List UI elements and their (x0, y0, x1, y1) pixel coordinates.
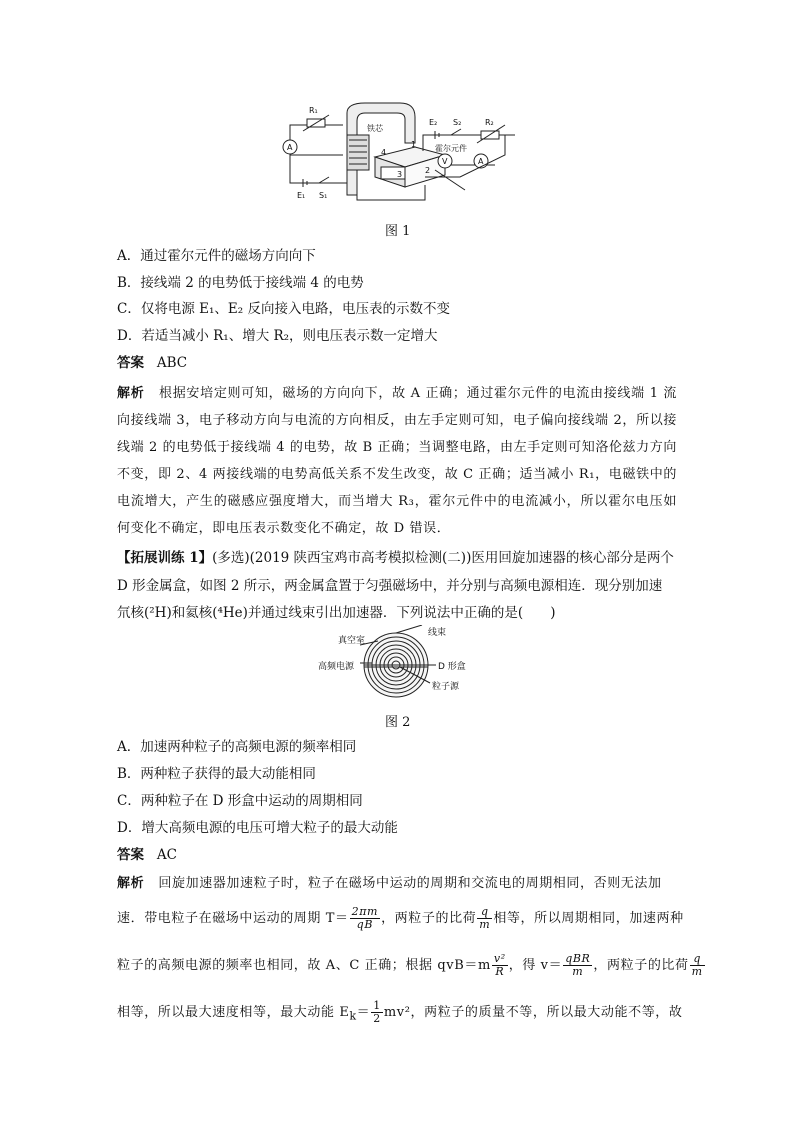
label-e1: E₁ (297, 191, 306, 200)
q2-analysis-3a: 粒子的高频电源的频率也相同，故 A、C 正确；根据 qvB＝m (117, 958, 491, 973)
q1-analysis-text: 根据安培定则可知，磁场的方向向下，故 A 正确；通过霍尔元件的电流由接线端 1 流向接线端 3，电子移动方向与电流的方向相反，由左手定则可知，电子偏向接线端 2，所以接线端 2 的电势低于接线端 4 的电势，故 B 正确；当调整电路，由左手定则可知洛伦兹力方向不变，即 2、4 两接线端的电势高低关系不发生改变，故 C 正确；适当减小 R₁，电磁铁中的电流增大，产生的磁感应强度增大，而当增大 R₃，霍尔元件中的电流减小，所以霍尔电压如何变化不确定，即电压表示数变化不确定，故 D 错误． (117, 386, 678, 536)
label-vacuum-chamber: 真空室 (338, 636, 366, 646)
q2-analysis-2b: ，两粒子的比荷 (381, 911, 477, 926)
formula-centripetal (492, 953, 508, 978)
ratio2-m: m (691, 965, 703, 978)
formula-charge-ratio-1 (477, 906, 492, 931)
figure-2-caption: 图 2 (385, 715, 411, 730)
q2-stem-line-2: D 形金属盒，如图 2 所示，两金属盒置于匀强磁场中，并分别与高频电源相连．现分别加速 (117, 578, 663, 594)
label-terminal-4: 4 (381, 148, 387, 157)
formula-period (350, 906, 380, 931)
label-ammeter-left: A (287, 143, 293, 152)
q2-analysis-line-2 (117, 906, 684, 931)
q2-answer-value: AC (156, 847, 177, 863)
q2-analysis-3c: ，两粒子的比荷 (593, 958, 689, 973)
label-terminal-3: 3 (397, 170, 403, 179)
q2-analysis-3b: ，得 v＝ (508, 958, 563, 973)
q2-analysis-line-3 (117, 953, 706, 978)
figure-1-caption: 图 1 (385, 224, 411, 239)
half-den: 2 (373, 1012, 381, 1025)
figure-1-hall-circuit (275, 95, 515, 215)
label-iron-core: 铁芯 (367, 124, 383, 133)
q1-option-c: C．仅将电源 E₁、E₂ 反向接入电路，电压表的示数不变 (117, 301, 450, 317)
label-particle-source: 粒子源 (432, 682, 460, 692)
period-numerator: 2πm (351, 905, 379, 918)
q1-analysis-label: 解析 (117, 386, 145, 401)
centripetal-den: R (495, 965, 505, 978)
velocity-num: qBR (565, 952, 591, 965)
half-num: 1 (373, 999, 381, 1012)
formula-charge-ratio-2 (690, 953, 705, 978)
q2-analysis-2a: 速．带电粒子在磁场中运动的周期 T＝ (117, 911, 349, 926)
q1-answer-label: 答案 (117, 355, 144, 371)
q2-analysis-line-4 (117, 1000, 683, 1027)
q2-option-c: C．两种粒子在 D 形盒中运动的周期相同 (117, 793, 363, 809)
label-hall-element: 霍尔元件 (435, 144, 467, 153)
q2-analysis-4a: 相等，所以最大速度相等，最大动能 E (117, 1005, 350, 1020)
q1-analysis (117, 380, 677, 542)
q2-analysis-4c: mv²，两粒子的质量不等，所以最大动能不等，故 (383, 1005, 683, 1020)
q2-analysis-1: 回旋加速器加速粒子时，粒子在磁场中运动的周期和交流电的周期相同，否则无法加 (158, 876, 662, 891)
ratio2-q: q (690, 953, 705, 966)
q2-option-b: B．两种粒子获得的最大动能相同 (117, 766, 316, 782)
q2-analysis-2c: 相等，所以周期相同，加速两种 (493, 911, 684, 926)
q1-option-d: D．若适当减小 R₁、增大 R₂，则电压表示数一定增大 (117, 328, 438, 344)
q2-stem-1: (多选)(2019 陕西宝鸡市高考模拟检测(二))医用回旋加速器的核心部分是两个 (212, 550, 674, 566)
label-beam: 线束 (428, 628, 447, 638)
period-denominator: qB (356, 918, 373, 931)
label-s2: S₂ (453, 118, 462, 127)
formula-half (371, 1000, 383, 1025)
label-r1: R₁ (309, 106, 318, 115)
label-e2: E₂ (429, 118, 438, 127)
ratio-m: m (479, 918, 491, 931)
q2-tag: 【拓展训练 1】 (117, 550, 213, 566)
ratio-q: q (477, 906, 492, 919)
label-d-box: D 形盒 (438, 662, 466, 672)
q2-analysis-line-1 (117, 874, 662, 894)
label-hf-source: 高频电源 (318, 662, 355, 672)
velocity-den: m (572, 965, 584, 978)
label-terminal-1: 1 (411, 140, 417, 149)
q2-option-a: A．加速两种粒子的高频电源的频率相同 (117, 739, 357, 755)
q2-answer-label: 答案 (117, 847, 144, 863)
q2-answer (117, 845, 177, 865)
q2-analysis-label: 解析 (117, 876, 145, 891)
q1-answer-value: ABC (156, 355, 188, 371)
q2-stem-line-1 (117, 548, 674, 568)
centripetal-num: v² (493, 952, 506, 965)
label-r2: R₂ (485, 118, 494, 127)
q2-stem-line-3: 氘核(²H)和氦核(⁴He)并通过线束引出加速器．下列说法中正确的是( ) (117, 605, 556, 621)
label-terminal-2: 2 (425, 166, 431, 175)
label-ammeter-right: A (478, 157, 484, 166)
q1-option-b: B．接线端 2 的电势低于接线端 4 的电势 (117, 275, 364, 291)
q1-option-a: A．通过霍尔元件的磁场方向向下 (117, 248, 316, 264)
label-s1: S₁ (319, 191, 328, 200)
ek-subscript: k (349, 1009, 357, 1023)
q1-answer (117, 353, 187, 373)
q2-option-d: D．增大高频电源的电压可增大粒子的最大动能 (117, 820, 398, 836)
figure-2-cyclotron (300, 625, 500, 700)
q2-analysis-4b: ＝ (356, 1005, 371, 1020)
label-voltmeter: V (442, 157, 448, 166)
formula-velocity (563, 953, 592, 978)
